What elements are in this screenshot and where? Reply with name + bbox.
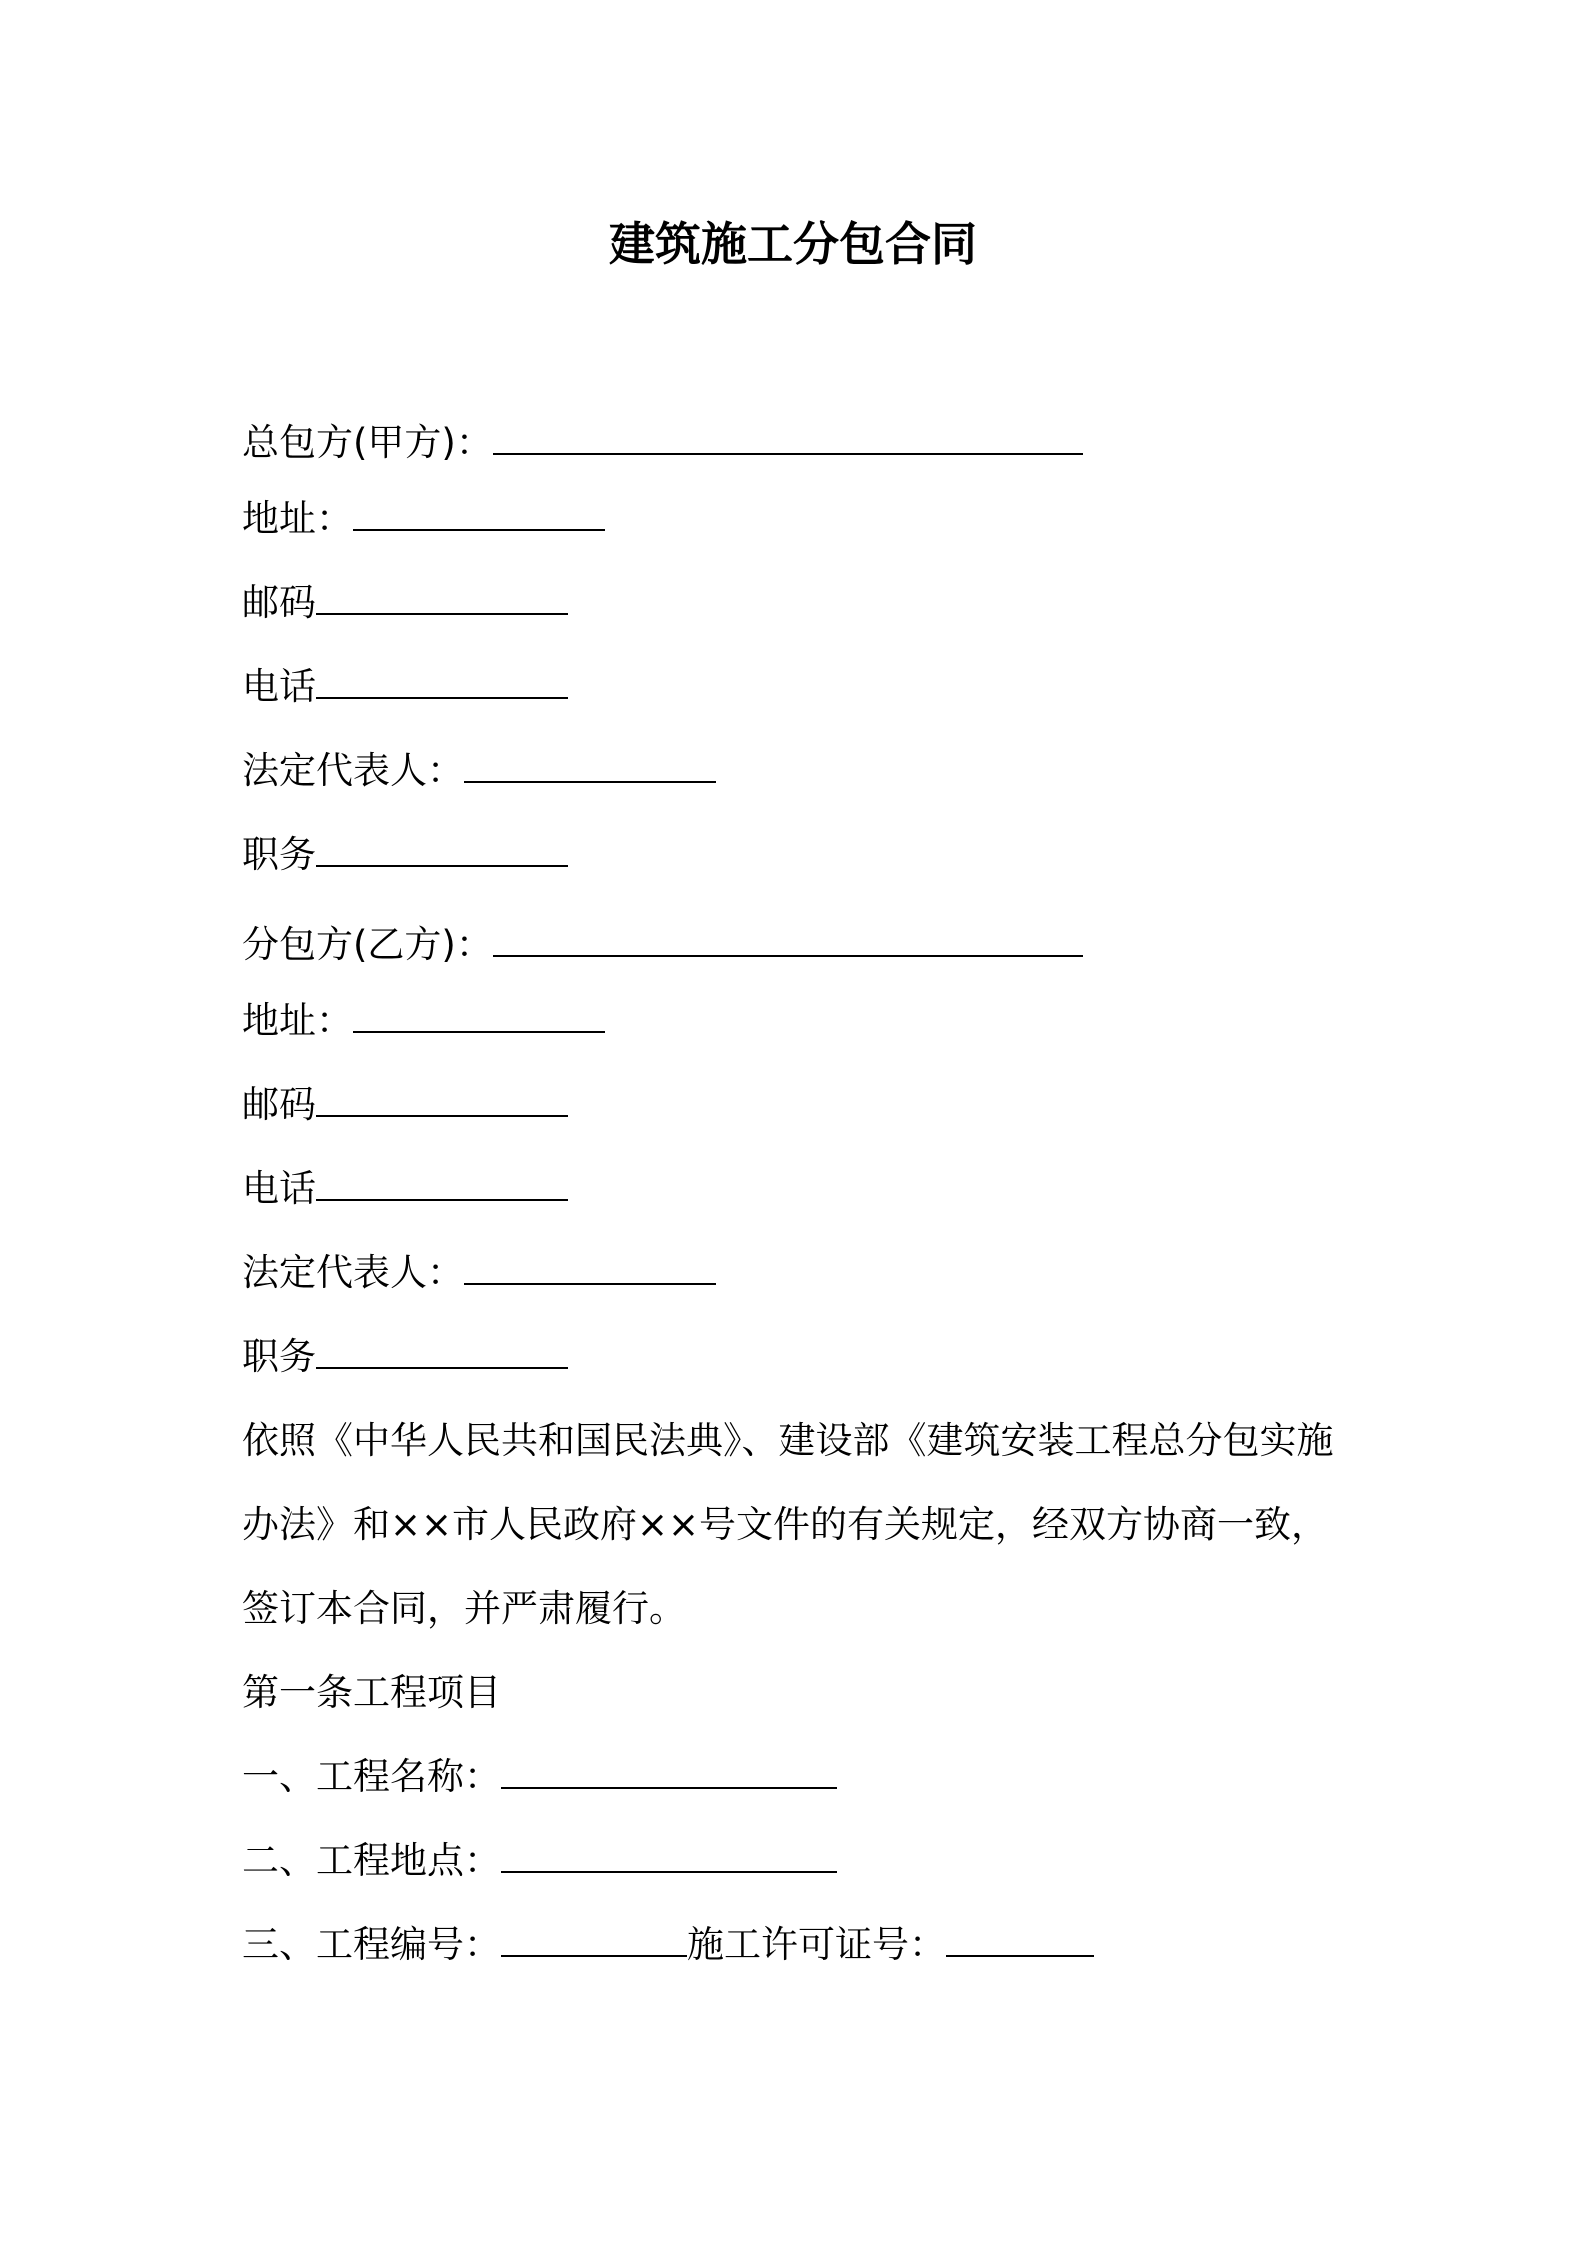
party-b-line [242,920,1083,970]
party-a-address-label: 地址： [242,497,353,540]
party-a-legal-rep-line [242,746,716,796]
party-a-position-blank[interactable] [316,831,568,867]
project-number-line [242,1920,1094,1970]
party-a-legal-rep-label: 法定代表人： [242,749,464,792]
party-b-phone-blank[interactable] [316,1165,568,1201]
party-a-position-label: 职务 [242,833,316,876]
party-a-address-line [242,494,605,544]
party-b-legal-rep-blank[interactable] [464,1249,716,1285]
party-a-label: 总包方(甲方)： [242,421,493,464]
party-b-position-label: 职务 [242,1335,316,1378]
preamble-line-1: 依照《中华人民共和国民法典》、建设部《建筑安装工程总分包实施 [242,1419,1334,1462]
party-b-postcode-line [242,1080,568,1130]
party-a-line [242,418,1083,468]
party-a-phone-line [242,662,568,712]
party-b-address-label: 地址： [242,999,353,1042]
party-b-label: 分包方(乙方)： [242,923,493,966]
preamble-line-3: 签订本合同，并严肃履行。 [242,1587,686,1630]
party-b-blank[interactable] [493,921,1083,957]
party-b-phone-line [242,1164,568,1214]
party-a-postcode-line [242,578,568,628]
project-location-blank[interactable] [501,1837,837,1873]
permit-label: 施工许可证号： [687,1923,946,1966]
permit-blank[interactable] [946,1921,1094,1957]
project-name-line [242,1752,837,1802]
party-a-phone-label: 电话 [242,665,316,708]
party-a-blank[interactable] [493,419,1083,455]
party-a-legal-rep-blank[interactable] [464,747,716,783]
party-b-postcode-label: 邮码 [242,1083,316,1126]
party-b-address-line [242,996,605,1046]
party-b-legal-rep-line [242,1248,716,1298]
project-name-label: 一、工程名称： [242,1755,501,1798]
project-number-blank[interactable] [501,1921,687,1957]
party-a-postcode-blank[interactable] [316,579,568,615]
article-1-heading: 第一条工程项目 [242,1671,501,1714]
party-b-legal-rep-label: 法定代表人： [242,1251,464,1294]
preamble-line-2: 办法》和××市人民政府××号文件的有关规定，经双方协商一致， [242,1503,1329,1546]
project-number-label: 三、工程编号： [242,1923,501,1966]
project-name-blank[interactable] [501,1753,837,1789]
project-location-label: 二、工程地点： [242,1839,501,1882]
party-b-phone-label: 电话 [242,1167,316,1210]
party-a-postcode-label: 邮码 [242,581,316,624]
party-b-postcode-blank[interactable] [316,1081,568,1117]
party-b-address-blank[interactable] [353,997,605,1033]
party-b-position-blank[interactable] [316,1333,568,1369]
party-a-position-line [242,830,568,880]
party-a-phone-blank[interactable] [316,663,568,699]
document-title: 建筑施工分包合同 [609,217,977,271]
project-location-line [242,1836,837,1886]
party-a-address-blank[interactable] [353,495,605,531]
party-b-position-line [242,1332,568,1382]
